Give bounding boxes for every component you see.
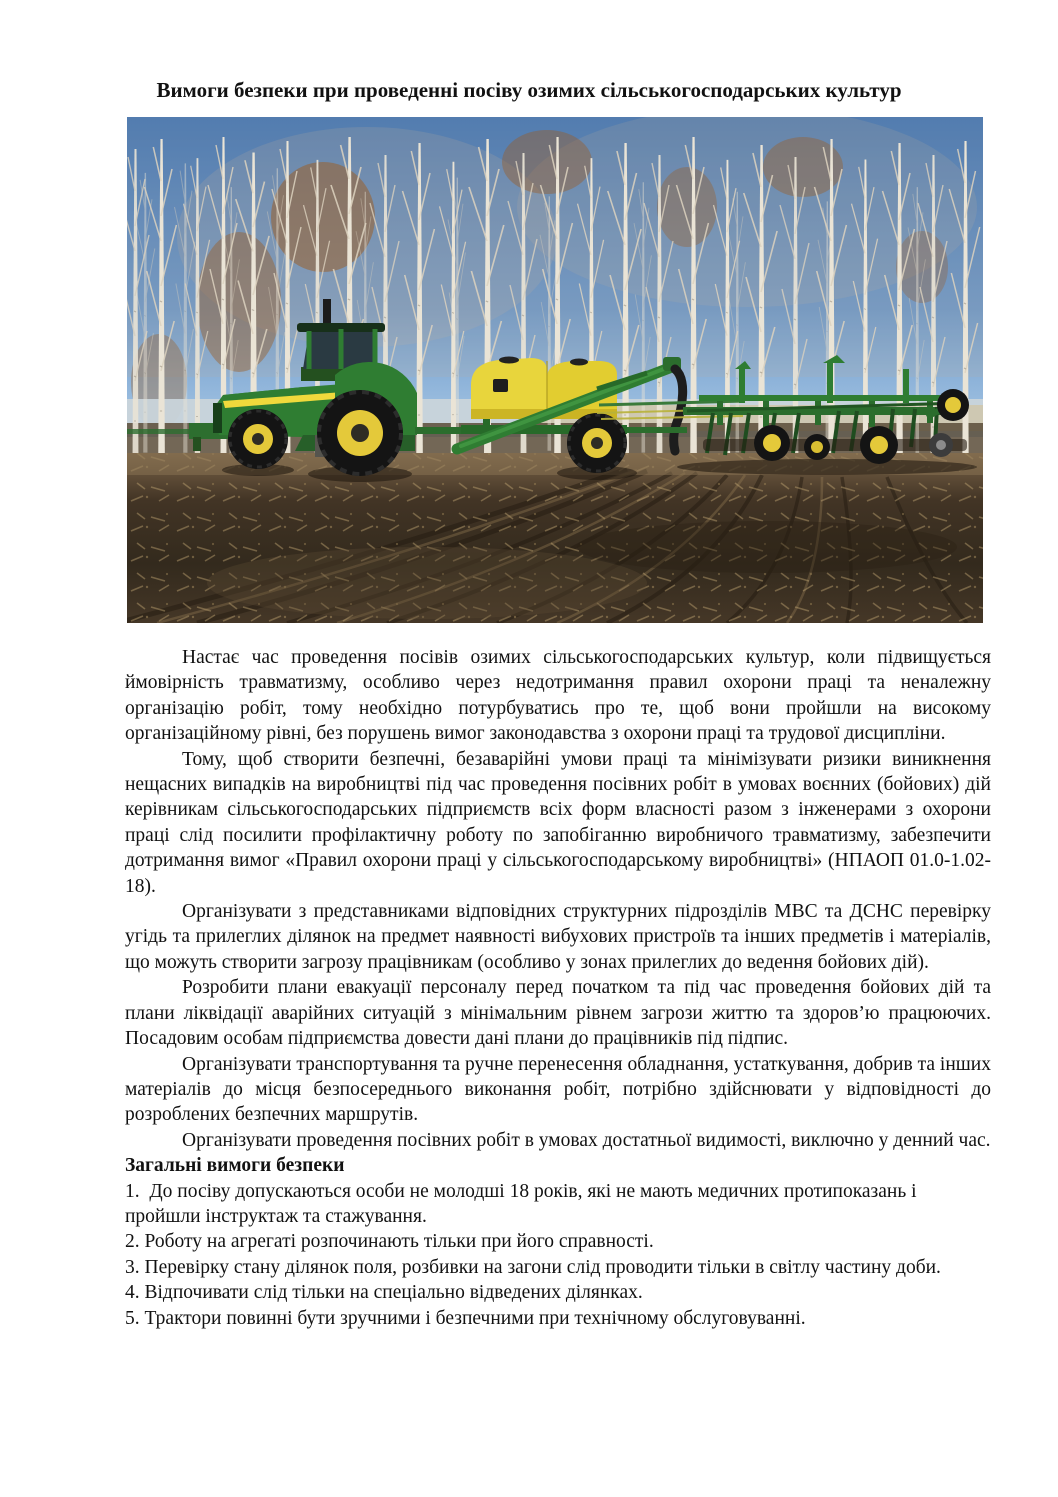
list-item-2: 2. Роботу на агрегаті розпочинають тільки при його справності. [125, 1231, 654, 1253]
list-item-1: 1. До посіву допускаються особи не молодші 18 років, які не мають медичних протипоказань і пройшли інструктаж та стажування. [125, 1180, 922, 1227]
paragraph-2: Тому, щоб створити безпечні, безаварійні умови праці та мінімізувати ризики виникнення нещасних випадків на виробництві під час проведення посівних робіт в умовах воєнних (бойових) дій керівникам сільськогосподарських підприємств всіх форм власності разом з інженерами з охорони праці слід посилити профілактичну роботу по запобіганню виробничого травматизму, забезпечити дотримання вимог «Правил охорони праці у сільськогосподарському виробництві» (НПАОП 01.0-1.02-18). [125, 748, 991, 897]
section-heading: Загальні вимоги безпеки [125, 1155, 345, 1177]
plowed-field [127, 453, 983, 623]
list-item-4: 4. Відпочивати слід тільки на спеціально відведених ділянках. [125, 1282, 643, 1304]
list-item-5: 5. Трактори повинні бути зручними і безпечними при технічному обслуговуванні. [125, 1307, 806, 1329]
document-title: Вимоги безпеки при проведенні посіву озимих сільськогосподарських культур [156, 78, 902, 102]
list-item-3: 3. Перевірку стану ділянок поля, розбивки на загони слід проводити тільки в світлу частину доби. [125, 1256, 941, 1278]
field-photo [127, 117, 983, 623]
field-photo-illustration [127, 117, 983, 623]
paragraph-1: Настає час проведення посівів озимих сільськогосподарських культур, коли підвищується ймовірність травматизму, особливо через недотримання правил охорони праці та неналежну організацію робіт, тому необхідно потурбуватись про те, щоб вони пройшли на високому організаційному рівні, без порушень вимог законодавства з охорони праці та трудової дисципліни. [125, 647, 991, 745]
paragraph-4: Розробити плани евакуації персоналу перед початком та під час проведення бойових дій та плани ліквідації аварійних ситуацій з мінімальним рівнем загрози життю та здоров’ю працюючих. Посадовим особам підприємства довести дані плани до працівників під підпис. [125, 977, 991, 1050]
paragraph-6: Організувати проведення посівних робіт в умовах достатньої видимості, виключно у денний час. [182, 1129, 991, 1151]
paragraph-3: Організувати з представниками відповідних структурних підрозділів МВС та ДСНС перевірку угідь та прилеглих ділянок на предмет наявності вибухових пристроїв та інших предметів і матеріалів, що можуть створити загрозу працівникам (особливо у зонах прилеглих до ведення бойових дій). [125, 901, 991, 973]
paragraph-5: Організувати транспортування та ручне перенесення обладнання, устаткування, добрив та інших матеріалів до місця безпосереднього виконання робіт, потрібно здійснювати у відповідності до розроблених безпечних маршрутів. [125, 1053, 991, 1126]
document-body [125, 645, 991, 1331]
